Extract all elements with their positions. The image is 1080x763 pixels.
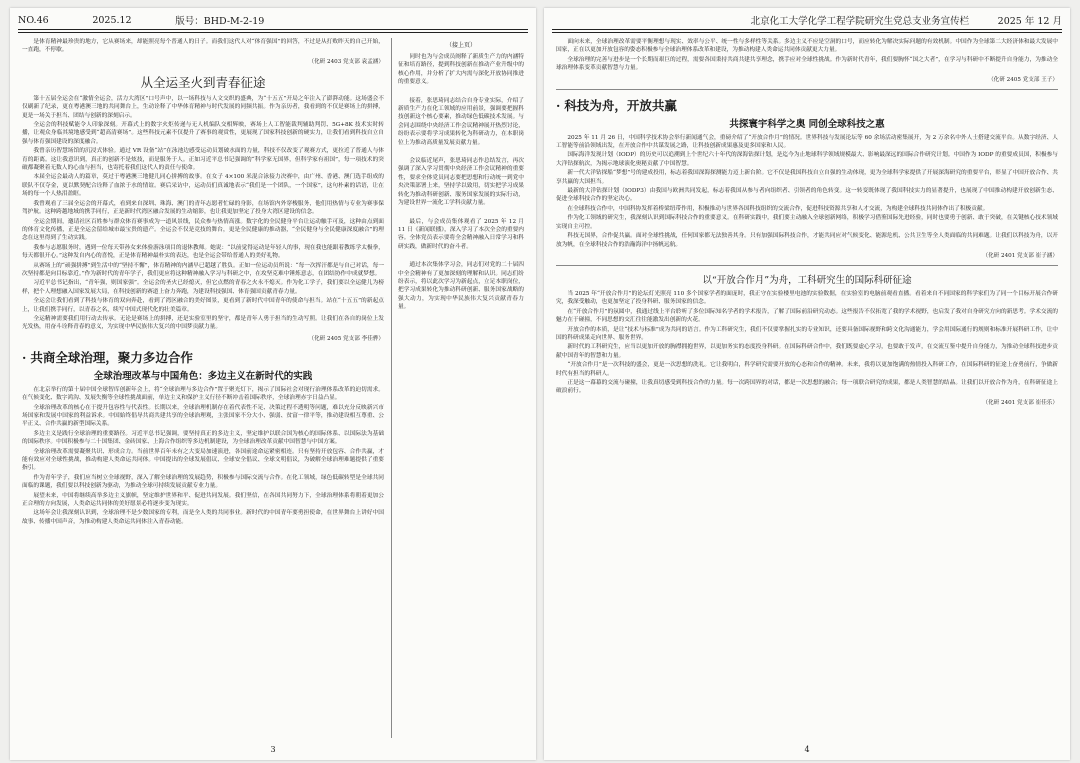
paragraph: 这场年会让我深刻认识到，全球治理不是少数国家的专利，而是全人类的共同事业。新时代的中国青年要勇担使命，在世界舞台上讲好中国故事、传播中国声音，为推动构建人类命运共同体注入青春动能。 [22,510,384,525]
article-body [22,95,384,332]
paragraph: 我参与志愿服务时，遇到一位每天带孙女来体验游泳项目的退休教师。她说：“以前觉得运动是年轻人的事，现在我也能跟着教练学太极拳，每天都很开心。”这种发自内心的喜悦，正是体育精神最朴实的表达，也是全运会带给普通人的美好礼物。 [22,244,384,260]
paragraph: 我曾观看了三届全运会的开幕式，看到来自深圳、珠海、澳门的青年志愿者忙碌的身影，在场馆内外穿梭服务，他们用热情与专业为赛事保驾护航。这种跨越地域的携手同行，正是新时代湾区融合发展的生动缩影，也让我更加坚定了投身大湾区建设的信念。 [22,200,384,216]
issue-month: 2025 年 12 月 [997,16,1062,27]
article-subtitle: 共探寰宇科学之奥 同创全球科技之惠 [729,118,885,130]
header-rule [552,29,1062,30]
paragraph: 习近平总书记指出，“青年强，则国家强”。全运会的圣火已经熄灭，但它点燃的青春之火永不熄灭。作为化工学子，我们要以全运健儿为榜样，把个人理想融入国家发展大局，在科技创新的赛道上奋力奔跑，为建设科技强国、体育强国贡献青春力量。 [22,280,384,295]
paragraph: 在北京举行的第十届中国全球智库创新年会上，将“全球治理与多边合作”置于聚光灯下，揭示了国际社会对现行治理体系改革的迫切需求。在气候变化、数字鸿沟、发展失衡等全球性挑战面前，单边主义和保护主义行径不断冲击着国际秩序，全球治理赤字日益凸显。 [22,386,384,402]
paragraph: 全运会期间，邀请社区百姓参与群众体育赛事成为一道风景线，民众参与热情高涨。数字化的全民健身平台让运动触手可及，这种由点到面的体育文化传播，正是全运会留给城市最宝贵的遗产。全运会不仅是竞技的舞台，更是全民健康的推动器，“全民健身与全民健康深度融合”的理念在这里得到了生动实践。 [22,218,384,242]
article-title: 从全运圣火到青春征途 [140,74,266,90]
continued-marker: （接上页） [445,42,476,49]
paragraph: 全运精神需要我们用行动去传承。无论是赛场上的拼搏，还是实验室里的坚守，都是青年人勇于担当的生动写照。让我们在各自的岗位上发光发热，用奋斗诠释青春的意义，为实现中华民族伟大复兴的中国梦贡献力量。 [22,315,384,331]
column-divider [391,38,392,738]
paragraph: 本届全运会最动人的篇章，莫过于粤港澳三地健儿同心拼搏的故事。在女子 4×100 米混合泳接力决赛中，由广州、香港、澳门选手组成的联队不仅夺金，更以默契配合诠释了血浓于水的情谊。赛后采访中，运动员们真诚地表示“我们是一个团队，一个国家”，这句朴素的话语，让在场的每一个人热泪盈眶。 [22,174,384,198]
paragraph: 科技无国界，合作促共赢。面对全球性挑战，任何国家都无法独善其身。只有加强国际科技合作，才能共同应对气候变化、能源危机、公共卫生等全人类面临的共同难题。让我们以科技为舟，以开放为帆，在全球科技合作的浩瀚海洋中扬帆远航。 [556,233,1058,248]
header-rule-thin [18,32,528,33]
article-subtitle: 全球治理改革与中国角色：多边主义在新时代的实践 [93,370,313,382]
paragraph: 当 2025 年“开放合作月”的论坛灯光照亮 110 多个国家学者的面庞时，我正守在实验楼里电池的实验数据，在实验室的电脑前观看直播。看着来自不同国家的科学家们为了同一个目标开展合作研究，我深受触动，也更加坚定了投身科研、服务国家的信念。 [556,290,1058,306]
header-rule [18,29,528,30]
main-column [22,38,384,738]
article-body [556,134,1058,249]
edition-code: 版号：BHD-M-2-19 [175,16,265,27]
paragraph: 作为化工领域的研究生，我深刻认识到国际科技合作的重要意义。在科研实践中，我们要主动融入全球创新网络，积极学习借鉴国际先进经验，同时也要勇于创新、敢于突破，在关键核心技术领域实现自主可控。 [556,215,1058,230]
header-rule-thin [552,32,1062,33]
article-signature: （化研 2405 党支部 王子） [988,76,1058,83]
paragraph: 全运会的科技赋能令人印象深刻。开幕式上的数字火炬传递与无人机编队交相辉映，赛场上人工智能裁判辅助判罚、5G+8K 技术实时转播，让观众身临其境地感受到“超高清赛场”。这些科技元素不仅提升了赛事的观赏性，更展现了国家科技创新的硬实力，让我们看到科技自立自强与体育强国建设的深度融合。 [22,122,384,145]
paragraph: 最新的大洋钻探计划（IODP3）由我国与欧洲共同发起，标志着我国从参与者向组织者、引领者的角色转变。这一转变既体现了我国科技实力的显著提升，也展现了中国推动构建开放创新生态、促进全球科技合作的坚定决心。 [556,188,1058,203]
paragraph: 2025 年 11 月 26 日，中国科学技术协会举行新闻通气会，重磅介绍了“开放合作月”的情况。世界科技与发展论坛等 60 余场活动密集展开，为 2 万余名中外人士搭建交流平台。从数字经济、人工智能等前沿领域出发，在开放合作中共谋发展之路，让科技创新成果惠及更多国家和人民。 [556,134,1058,150]
page-content [556,38,1058,738]
paragraph: 我曾亲历智慧场馆的沉浸式体验。通过 VR 设备“站”在泳池边感受运动员划破水面的力量，科技不仅改变了观赛方式，更拉近了普通人与体育的距离。这让我意识到，真正的创新不是炫技，而是服务于人。正如习近平总书记强调的“科学家无国界，但科学家有祖国”，每一项技术的突破都凝聚着无数人的心血与担当，也寄托着我们这代人的责任与使命。 [22,148,384,172]
paragraph: 面向未来，全球治理改革需要平衡理想与现实、效率与公平、统一性与多样性等关系。多边主义不应是空洞的口号，而应转化为解决实际问题的有效机制。中国作为全球第二大经济体和最大发展中国家，正在以更加开放包容的姿态积极参与全球治理体系改革和建设，为推动构建人类命运共同体贡献更大力量。 [556,39,1058,54]
paragraph: 多边主义是践行全球治理的重要路径。习近平总书记强调，要坚持真正的多边主义，坚定维护以联合国为核心的国际体系、以国际法为基础的国际秩序。中国积极参与二十国集团、金砖国家、上海合作组织等多边机制建设，为全球治理改革贡献中国智慧与中国方案。 [22,430,384,446]
paragraph: “开放合作月”是一次科技的盛会，更是一次思想的洗礼。它让我明白，科学研究需要开放的心态和合作的精神。未来，我将以更加饱满的热情投入科研工作，在国际科研的征途上奋勇前行，争做新时代有担当的科研人。 [556,362,1058,377]
page-right [544,8,1070,760]
paragraph: 国际海洋发现计划（IODP）的历史可以追溯到上个世纪六十年代的深海钻探计划，是迄今为止地球科学领域规模最大、影响最深远的国际合作研究计划。中国作为 IODP 的重要成员国，积极参与大洋钻探航次，为揭示地球演化奥秘贡献了中国智慧。 [556,152,1058,167]
paragraph: 新一代大洋钻探船“梦想”号的建成投用，标志着我国深海探测能力迈上新台阶。它不仅是我国科技自立自强的生动体现，更为全球科学家提供了开展深海研究的重要平台，彰显了中国开放合作、共享共赢的大国担当。 [556,170,1058,185]
paragraph: 展望未来，中国将继续高举多边主义旗帜，坚定维护世界和平、促进共同发展。我们坚信，在各国共同努力下，全球治理体系将朝着更加公正合理的方向发展，人类命运共同体的美好愿景必将逐步变为现实。 [22,492,384,508]
page-left [10,8,536,760]
paragraph: 会议临近尾声，张思琦同志作总结发言，再次强调了深入学习贯彻中央经济工作会议精神的重要性，要求全体党员同志要把思想和行动统一到党中央决策部署上来，坚持学以致用，切实把学习成果转化为推动科研创新、服务国家发展的实际行动，为建设世界一流化工学科贡献力量。 [398,158,524,207]
article-title: 以“开放合作月”为舟，工科研究生的国际科研征途 [702,274,912,286]
organization-name: 北京化工大学化学工程学院研究生党总支业务宣传栏 [750,16,970,27]
main-column [556,38,1058,738]
article-signature: （化研 2401 党支部 崔佳乐） [982,399,1058,406]
page-header [18,12,528,28]
article-body [22,386,384,527]
article-signature: （化研 2401 党支部 崔子涵） [982,252,1058,259]
paragraph: 在全球科技合作中，中国科协发挥着桥梁纽带作用，积极推动与世界各国科技组织的交流合作，促进科技资源共享和人才交流，为构建全球科技共同体作出了积极贡献。 [567,205,989,212]
page-header [552,12,1062,28]
paragraph: 全球治理的完善与进步是一个长期而艰巨的过程，需要各国秉持共商共建共享理念，携手应对全球性挑战。作为新时代青年，我们要胸怀“国之大者”，在学习与科研中不断提升自身能力，为推动全球治理体系变革贡献智慧与力量。 [556,56,1058,72]
paragraph: 全球治理改革的核心在于提升包容性与代表性。长期以来，全球治理机制存在着代表性不足、决策过程不透明等问题，难以充分反映新兴市场国家和发展中国家的利益诉求。中国始终倡导共商共建共享的全球治理观，主张国家不分大小、强弱、贫富一律平等，推动建设相互尊重、公平正义、合作共赢的新型国际关系。 [22,404,384,428]
section-divider [556,265,1058,266]
article-title: · 科技为舟，开放共赢 [556,96,1058,114]
paragraph: 新时代的工科研究生，应当以更加开放的胸襟拥抱世界，以更加务实的态度投身科研。在国际科研合作中，我们既要虚心学习，也要敢于发声，在交流互鉴中提升自身能力，为推动全球科技进步贡献中国青年的智慧和力量。 [556,344,1058,359]
paragraph: 作为青年学子，我们应当树立全球视野，深入了解全球治理的发展趋势，积极参与国际交流与合作。在化工领域，绿色低碳转型是全球共同面临的课题，我们要以科技创新为驱动，为推动全球可持续发展贡献专业力量。 [22,474,384,490]
paragraph: 第十五届全运会在“激情全运会，活力大湾区”口号声中，以一场科技与人文交织的盛典，为“十五五”开局之年注入了澎湃动能。这场盛会不仅刷新了纪录，更在粤港澳三地的共同舞台上，生动诠释了中华体育精神与时代发展的同频共振。作为亲历者，我看到的不仅是赛场上的拼搏，更是一场关于担当、团结与创新的深刻启示。 [22,95,384,119]
paragraph: 接着，张思琦同志结合自身专业实际，介绍了新质生产力在化工领域的应用前景，强调要把握科技创新这个核心要素，推动绿色低碳技术发展。与会同志围绕中央经济工作会议精神展开热烈讨论，纷纷表示要将学习成果转化为科研动力，在本职岗位上为推动高质量发展贡献力量。 [398,97,524,146]
intro-signature: （化研 2403 党支部 袁孟涵） [308,58,384,65]
article-body [556,38,1058,73]
issue-number: NO.46 [18,14,49,26]
article-body [556,290,1058,396]
issue-date: 2025.12 [92,14,132,26]
paragraph: 最后，与会成员集体观看了 2025 年 12 月 11 日《新闻联播》，深入学习了本次全会的重要内容。全体党员表示要将全会精神融入日常学习和科研实践，做新时代的奋斗者。 [398,218,524,250]
side-column-body [398,53,524,312]
paragraph: 全球治理改革需要凝聚共识、形成合力。当前世界百年未有之大变局加速演进，各国前途命运紧密相连。只有坚持开放包容、合作共赢，才能有效应对全球性挑战，推动构建人类命运共同体。中国提出的全球发展倡议、全球安全倡议、全球文明倡议，为破解全球治理难题提供了重要指引。 [22,448,384,472]
paragraph: 通过本次集体学习会，同志们对党的二十届四中全会精神有了更加深刻的理解和认识。同志们纷纷表示，将以此次学习为新起点，立足本职岗位，把学习成果转化为推动科研创新、服务国家战略的强大动力，为实现中华民族伟大复兴贡献青春力量。 [398,262,524,311]
paragraph: 正是这一幕幕的交流与碰撞，让我真切感受到科技合作的力量。每一次跨国界的对话，都是一次思想的融合；每一项联合研究的成果，都是人类智慧的结晶。让我们以开放合作为舟，在科研征途上破浪前行。 [556,379,1058,395]
paragraph: 同时也为与会成员阐释了新质生产力的内涵特征和培育路径，提到科技创新在推动产业升级中的核心作用，并分析了扩大内需与深化开放协同推进的重要意义。 [398,54,524,86]
intro-paragraph: 是体育精神最珍贵的地方，它从赛场来，却能照亮每个普通人的日子。而我们这代人对“体育强国”的回答，不过是从打败昨天的自己开始，一直跑，不停歇。 [22,39,384,54]
paragraph: 全运会让我们看到了科技与体育的双向奔赴，看到了湾区融合的美好图景，更看到了新时代中国青年的使命与担当。站在“十五五”的新起点上，让我们携手同行，以青春之名，续写中国式现代化的壮美篇章。 [22,298,384,313]
section-divider [556,89,1058,90]
paragraph: 从赛场上的“顽强拼搏”到生活中的“坚持不懈”，体育精神的内涵早已超越了胜负。正如一位运动员所说：“每一次挥汗都是与自己对话，每一次坚持都是向目标靠近。”作为新时代的青年学子，我们更应将这种精神融入学习与科研之中，在攻坚克难中锤炼意志，在团结协作中成就梦想。 [22,262,384,277]
page-content [22,38,524,738]
page-number: 3 [270,745,276,754]
article-signature: （化研 2405 党支部 李佳骅） [308,335,384,342]
article-title: · 共商全球治理，聚力多边合作 [22,348,384,366]
page-number: 4 [804,745,810,754]
paragraph: 开放合作的本质，是让“技术与标准”成为共同的语言。作为工科研究生，我们不仅要掌握扎实的专业知识，还要具备国际视野和跨文化沟通能力，学会用国际通行的规则和标准开展科研工作，让中国的科研成果走向世界、服务世界。 [556,326,1058,341]
side-column [398,38,524,738]
paragraph: 在“开放合作月”的氛圆中，我通过线上平台聆听了多位国际知名学者的学术报告，了解了国际前沿研究动态。这些报告不仅拓宽了我的学术视野，也启发了我对自身研究方向的新思考。学术交流的魅力在于碰撞，不同思想的交汇往往能激发出创新的火花。 [556,308,1058,324]
